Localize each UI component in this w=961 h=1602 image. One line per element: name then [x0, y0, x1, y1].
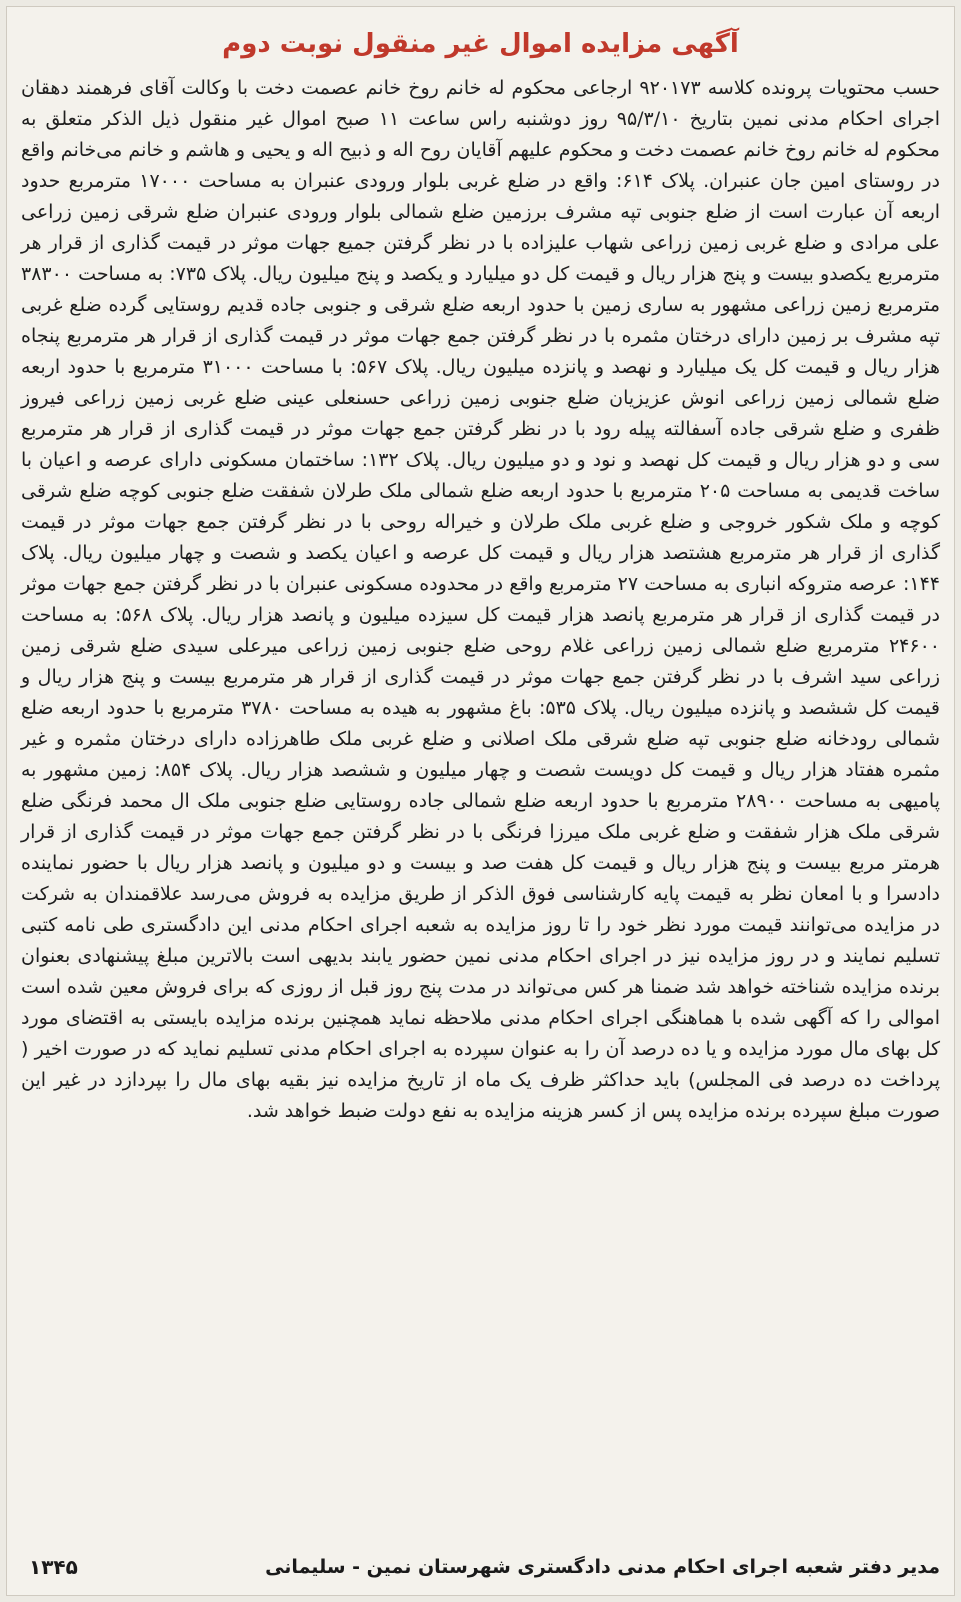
signature-line: مدیر دفتر شعبه اجرای احکام مدنی دادگستری شهرستان نمین - سلیمانی [265, 1556, 940, 1578]
notice-body: حسب محتویات پرونده کلاسه ۹۲۰۱۷۳ ارجاعی محکوم له خانم روخ خانم عصمت دخت با وکالت آقای فرهمند دهقان اجرای احکام مدنی نمین بتاریخ ۹۵/۳/۱۰ روز دوشنبه راس ساعت ۱۱ صبح اموال غیر منقول ذیل الذکر متعلق به محکوم له خانم روخ خانم عصمت دخت و محکوم علیهم آقایان روح اله و ذبیح اله و یحیی و هاشم و خانم می‌خانم واقع در روستای امین جان عنبران. پلاک ۶۱۴: واقع در ضلع غربی بلوار ورودی عنبران به مساحت ۱۷۰۰۰ مترمربع حدود اربعه آن عبارت است از ضلع جنوبی تپه مشرف برزمین ضلع شمالی بلوار ورودی عنبران ضلع شرقی زمین زراعی علی مرادی و ضلع غربی زمین زراعی شهاب علیزاده با در نظر گرفتن جمیع جهات موثر در قیمت گذاری از قرار هر مترمربع یکصدو بیست و پنج هزار ریال و قیمت کل دو میلیارد و یکصد و پنج میلیون ریال. پلاک ۷۳۵: به مساحت ۳۸۳۰۰ مترمربع زمین زراعی مشهور به ساری زمین با حدود اربعه ضلع شرقی و جنوبی جاده قدیم روستایی گرده ضلع غربی تپه مشرف بر زمین دارای درختان مثمره با در نظر گرفتن جمع جهات موثر در قیمت گذاری از قرار هر مترمربع پنجاه هزار ریال و قیمت کل یک میلیارد و نهصد و پانزده میلیون ریال. پلاک ۵۶۷: با مساحت ۳۱۰۰۰ مترمربع با حدود اربعه ضلع شمالی زمین زراعی انوش عزیزیان ضلع جنوبی زمین زراعی حسنعلی عینی ضلع غربی زمین زراعی فیروز ظفری و ضلع شرقی جاده آسفالته پیله رود با در نظر گرفتن جمع جهات موثر در قیمت گذاری از قرار هر مترمربع سی و دو هزار ریال و قیمت کل نهصد و نود و دو میلیون ریال. پلاک ۱۳۲: ساختمان مسکونی دارای عرصه و اعیان با ساخت قدیمی به مساحت ۲۰۵ مترمربع با حدود اربعه ضلع شمالی ملک طرلان شفقت ضلع جنوبی کوچه ضلع شرقی کوچه و ملک شکور خروجی و ضلع غربی ملک طرلان و خیراله روحی با در نظر گرفتن جمع جهات موثر در قیمت گذاری از قرار هر مترمربع هشتصد هزار ریال و قیمت کل عرصه و اعیان یکصد و شصت و چهار میلیون ریال. پلاک ۱۴۴: عرصه متروکه انباری به مساحت ۲۷ مترمربع واقع در محدوده مسکونی عنبران با در نظر گرفتن جمع جهات موثر در قیمت گذاری از قرار هر مترمربع پانصد هزار قیمت کل سیزده میلیون و پانصد هزار ریال. پلاک ۵۶۸: به مساحت ۲۴۶۰۰ مترمربع ضلع شمالی زمین زراعی غلام روحی ضلع جنوبی زمین زراعی میرعلی سیدی ضلع شرقی زمین زراعی سید اشرف با در نظر گرفتن جمع جهات موثر در قیمت گذاری از قرار هر مترمربع بیست و پنج هزار ریال و قیمت کل ششصد و پانزده میلیون ریال. پلاک ۵۳۵: باغ مشهور به هیده به مساحت ۳۷۸۰ مترمربع با حدود اربعه ضلع شمالی رودخانه ضلع جنوبی تپه ضلع شرقی ملک اصلانی و ضلع غربی ملک طاهرزاده دارای درختان مثمره و غیر مثمره هفتاد هزار ریال و قیمت کل دویست شصت و چهار میلیون و ششصد هزار ریال. پلاک ۸۵۴: زمین مشهور به پامیهی به مساحت ۲۸۹۰۰ مترمربع با حدود اربعه ضلع شمالی جاده روستایی ضلع جنوبی ملک ال محمد فرنگی ضلع شرقی ملک هزار شفقت و ضلع غربی ملک میرزا فرنگی با در نظر گرفتن جمع جهات موثر در قیمت گذاری از قرار هرمتر مربع بیست و پنج هزار ریال و قیمت کل هفت صد و بیست و دو میلیون و پانصد هزار ریال با حضور نماینده دادسرا و با امعان نظر به قیمت پایه کارشناسی فوق الذکر از طریق مزایده به فروش می‌رسد علاقمندان به شرکت در مزایده می‌توانند قیمت مورد نظر خود را تا روز مزایده به شعبه اجرای احکام مدنی این دادگستری طی نامه کتبی تسلیم نمایند و در روز مزایده نیز در اجرای احکام مدنی نمین حضور یابند بدیهی است بالاترین مبلغ پیشنهادی بعنوان برنده مزایده شناخته خواهد شد ضمنا هر کس می‌تواند در مدت پنج روز قبل از روزی که برای فروش معین شده است اموالی را که آگهی شده با هماهنگی اجرای احکام مدنی ملاحظه نماید همچنین برنده مزایده بایستی به اقتضای مورد کل بهای مال مورد مزایده و یا ده درصد آن را به عنوان سپرده به اجرای احکام مدنی تسلیم نماید که در صورت اخیر ( پرداخت ده درصد فی المجلس) باید حداکثر ظرف یک ماه از تاریخ مزایده نیز بقیه بهای مال را بپردازد در غیر این صورت مبلغ سپرده برنده مزایده پس از کسر هزینه مزایده به نفع دولت ضبط خواهد شد. [21, 77, 941, 1122]
notice-footer [21, 1552, 940, 1584]
notice-sheet [6, 6, 955, 1596]
notice-title: آگهی مزایده اموال غیر منقول نوبت دوم [222, 29, 739, 59]
ad-number: ۱۳۴۵ [29, 1555, 78, 1579]
